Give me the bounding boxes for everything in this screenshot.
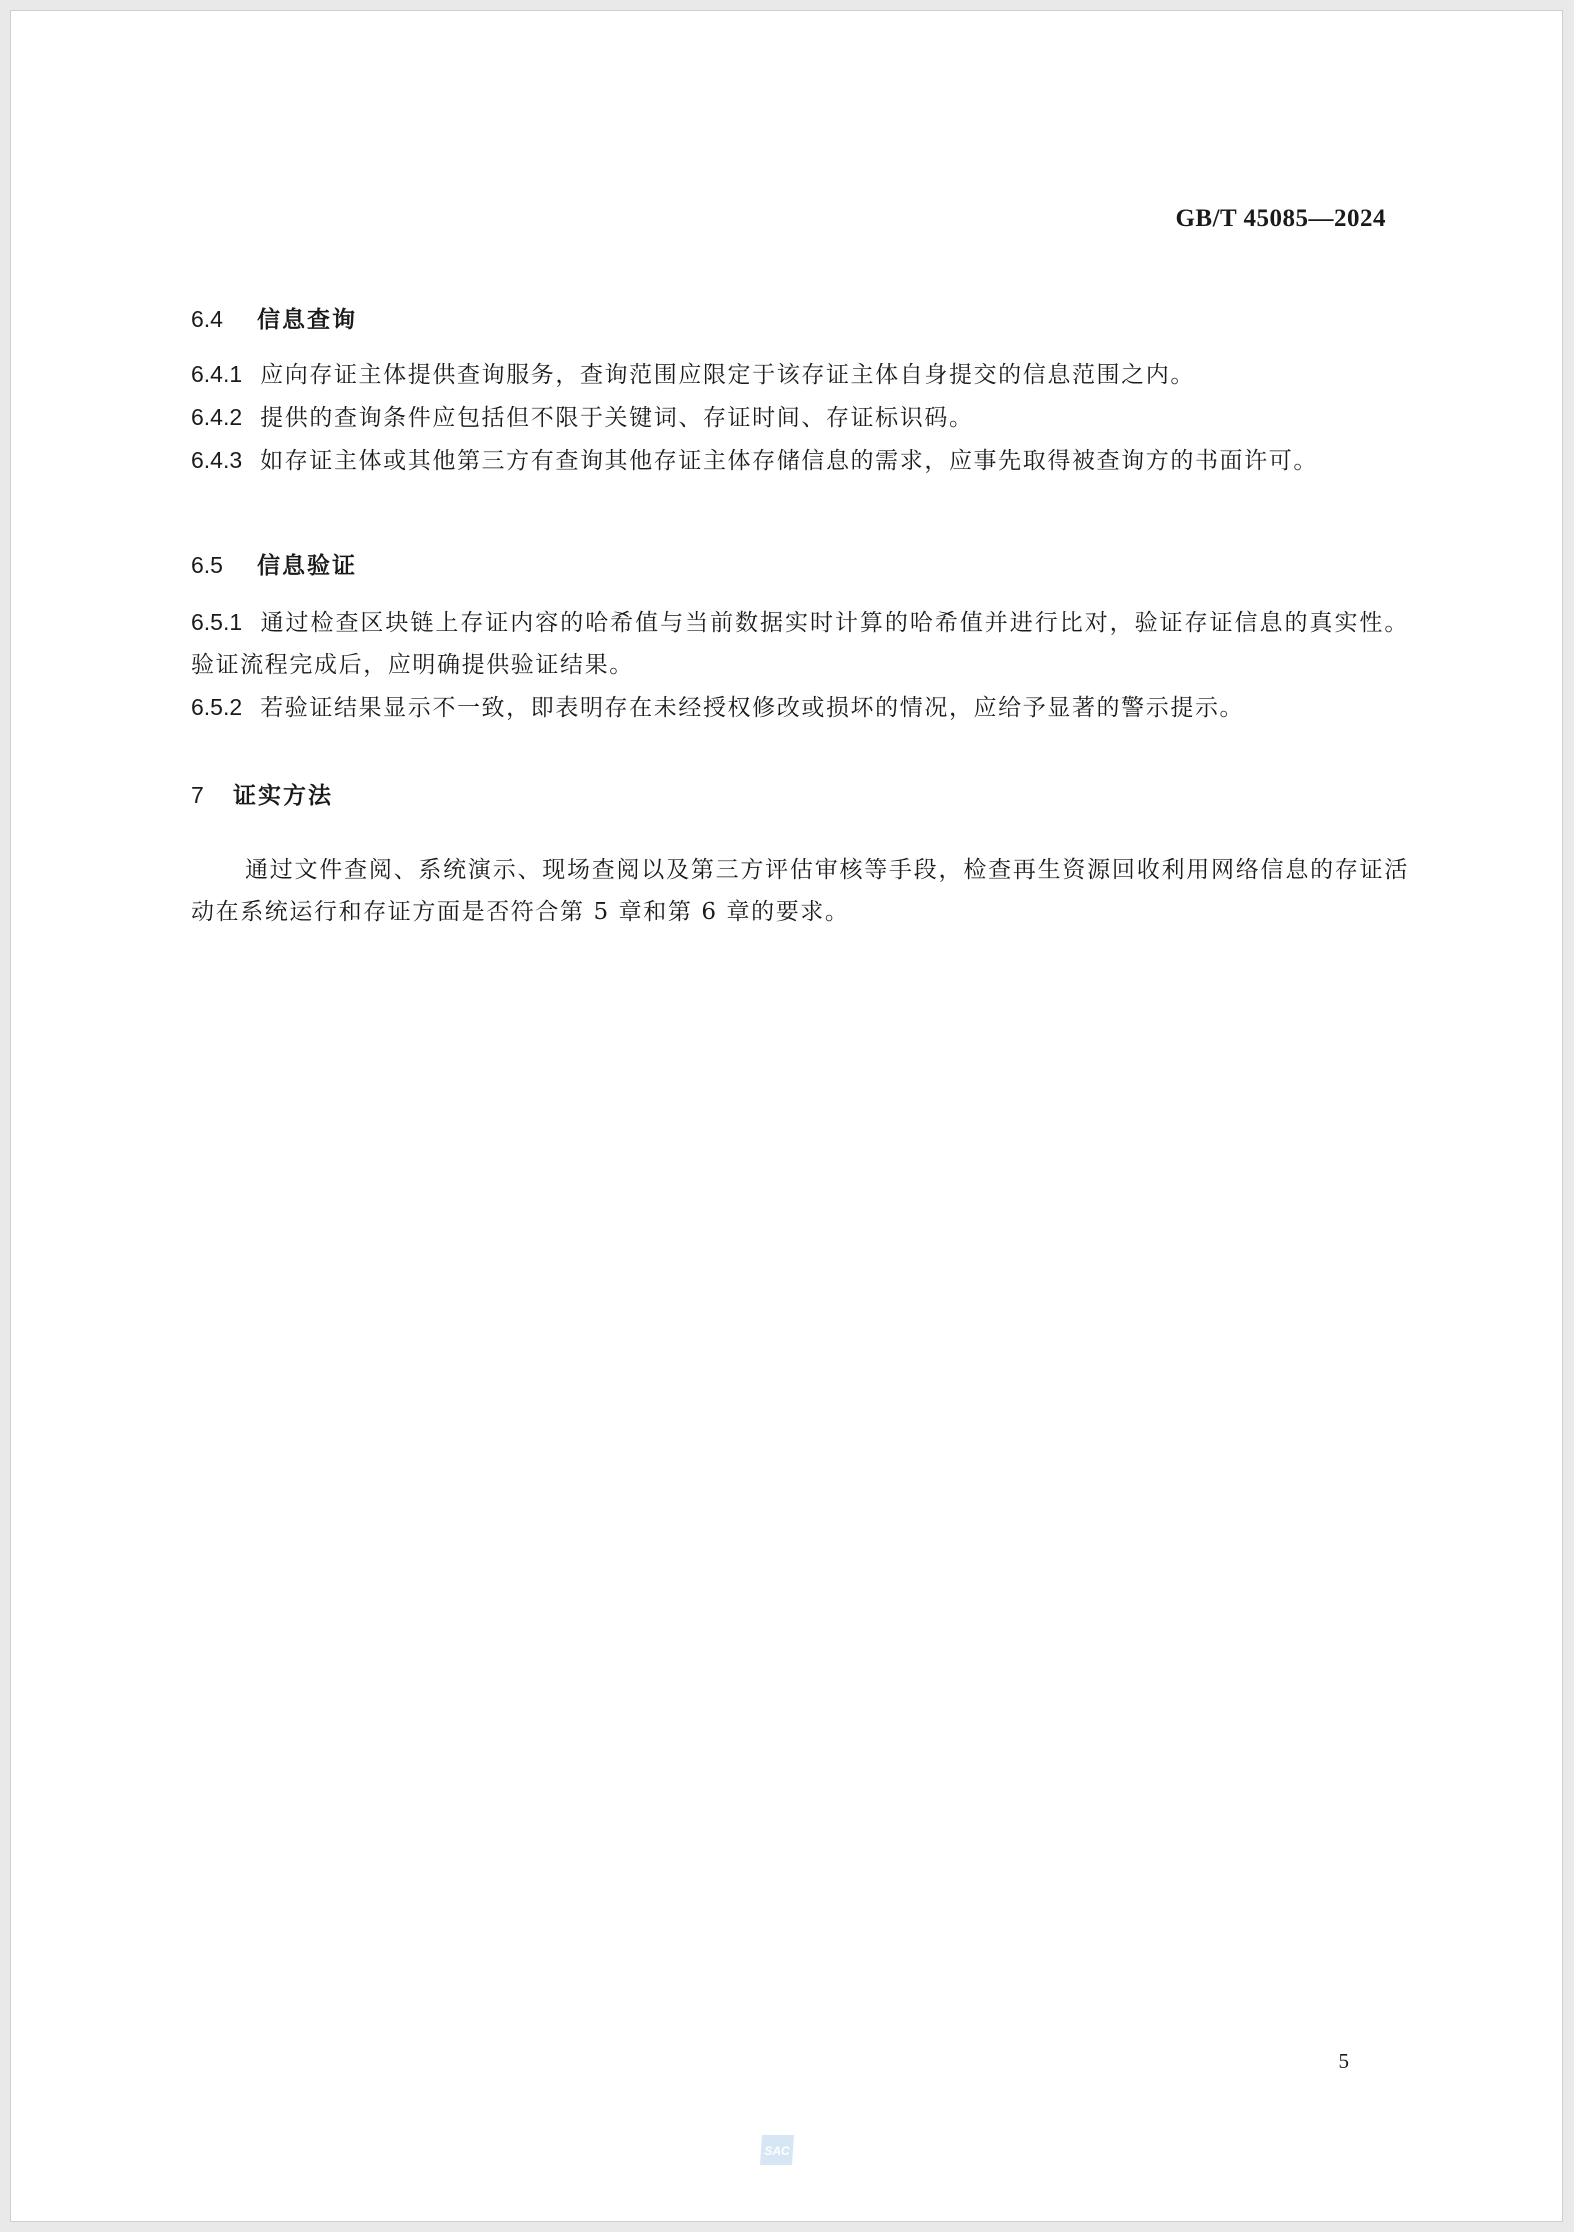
clause-text: 若验证结果显示不一致，即表明存在未经授权修改或损坏的情况，应给予显著的警示提示。 (260, 695, 1245, 721)
clause-number: 6.4.3 (191, 447, 243, 473)
page-number: 5 (1338, 2049, 1349, 2073)
clause-text: 如存证主体或其他第三方有查询其他存证主体存储信息的需求，应事先取得被查询方的书面许可。 (260, 448, 1318, 474)
clause-number: 6.5.2 (191, 694, 243, 720)
section-body-7 (191, 849, 1409, 933)
section-number: 7 (191, 782, 204, 808)
section-title: 信息查询 (257, 306, 357, 333)
clause-6-5-2 (191, 686, 1409, 729)
section-heading-6-5 (191, 547, 1409, 580)
section-heading-7 (191, 777, 1409, 810)
verification-paragraph: 通过文件查阅、系统演示、现场查阅以及第三方评估审核等手段，检查再生资源回收利用网络信息的存证活动在系统运行和存证方面是否符合第 5 章和第 6 章的要求。 (191, 857, 1409, 925)
clause-6-4-2 (191, 396, 1409, 439)
clause-text: 提供的查询条件应包括但不限于关键词、存证时间、存证标识码。 (260, 405, 974, 431)
section-title: 信息验证 (257, 552, 357, 579)
section-number: 6.4 (191, 306, 223, 332)
clause-text: 应向存证主体提供查询服务，查询范围应限定于该存证主体自身提交的信息范围之内。 (260, 362, 1195, 388)
svg-text:SAC: SAC (764, 2144, 790, 2158)
clause-6-4-1 (191, 353, 1409, 396)
sac-logo-icon (756, 2131, 798, 2169)
clause-number: 6.4.2 (191, 404, 243, 430)
clause-text: 通过检查区块链上存证内容的哈希值与当前数据实时计算的哈希值并进行比对，验证存证信息的真实性。验证流程完成后，应明确提供验证结果。 (191, 610, 1409, 678)
section-heading-6-4 (191, 301, 1409, 334)
clause-number: 6.4.1 (191, 361, 243, 387)
section-number: 6.5 (191, 552, 223, 578)
document-page (10, 10, 1563, 2222)
clause-6-5-1 (191, 601, 1409, 686)
section-body-6-4 (191, 353, 1409, 482)
section-body-6-5 (191, 601, 1409, 729)
clause-number: 6.5.1 (191, 609, 243, 635)
section-title: 证实方法 (233, 782, 333, 809)
clause-6-4-3 (191, 439, 1409, 482)
standard-number: GB/T 45085—2024 (1175, 205, 1386, 232)
